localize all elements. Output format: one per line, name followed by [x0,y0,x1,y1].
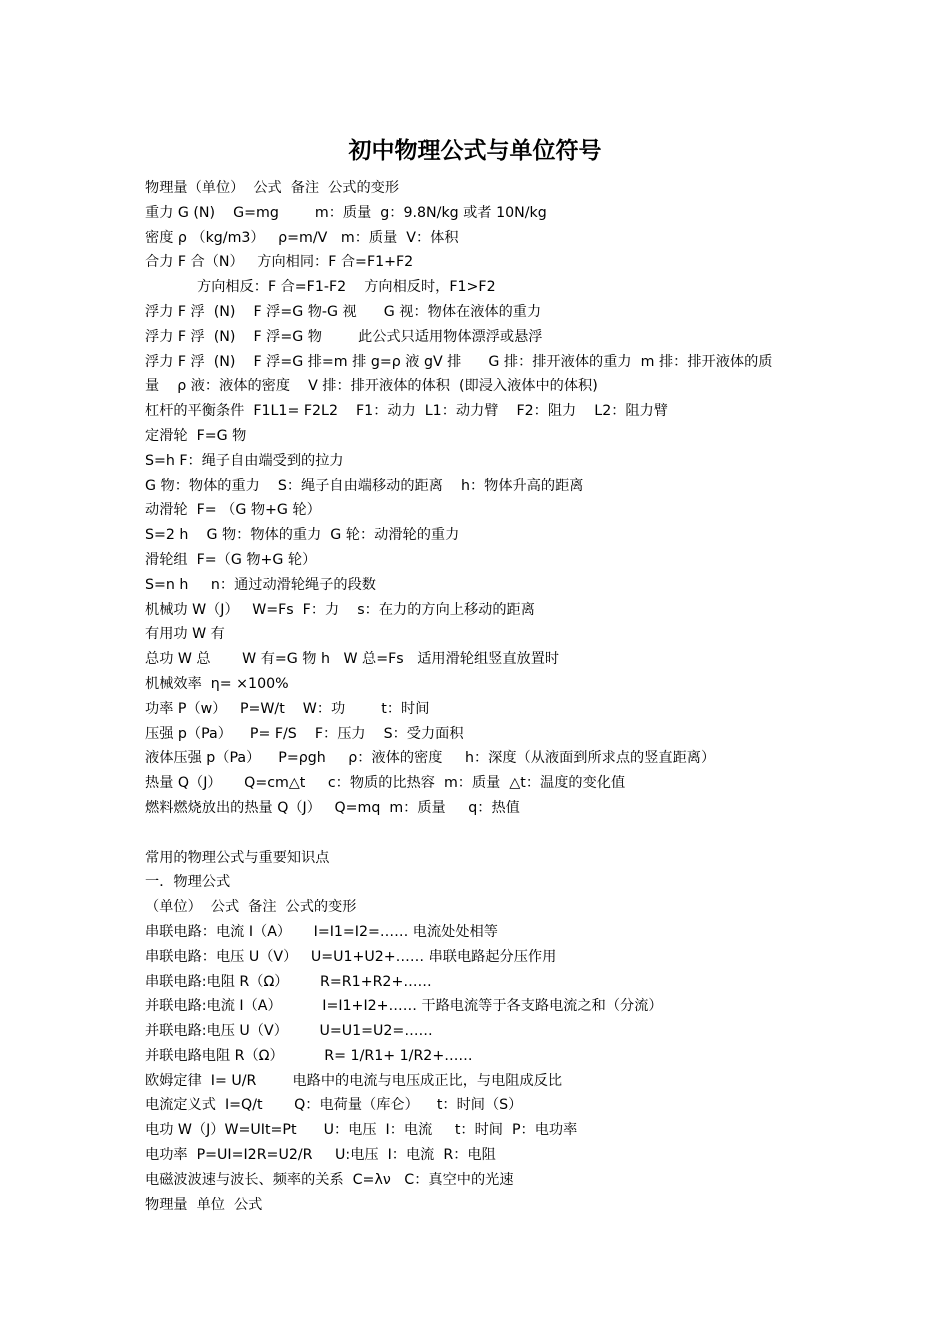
text-line: 并联电路:电流 I（A） I=I1+I2+…… 干路电流等于各支路电流之和（分流） [145,998,663,1015]
text-line: 压强 p（Pa） P= F/S F：压力 S：受力面积 [145,725,464,742]
text-line: 并联电路:电压 U（V） U=U1=U2=…… [145,1023,433,1040]
text-line: 机械效率 η= ×100% [145,675,289,692]
text-line: 密度 ρ （kg/m3） ρ=m/V m：质量 V：体积 [145,229,459,246]
section-heading: 常用的物理公式与重要知识点 [145,849,330,866]
text-line: S=h F：绳子自由端受到的拉力 [145,452,344,469]
text-line: 电功率 P=UI=I2R=U2/R U:电压 I：电流 R：电阻 [145,1147,496,1164]
text-line: 欧姆定律 I= U/R 电路中的电流与电压成正比，与电阻成反比 [145,1072,563,1089]
text-line: S=2 h G 物：物体的重力 G 轮：动滑轮的重力 [145,527,460,544]
text-line: G 物：物体的重力 S：绳子自由端移动的距离 h：物体升高的距离 [145,477,584,494]
text-line: 浮力 F 浮 (N) F 浮=G 物-G 视 G 视：物体在液体的重力 [145,303,542,320]
text-line: 串联电路：电压 U（V） U=U1+U2+…… 串联电路起分压作用 [145,948,557,965]
text-line: 有用功 W 有 [145,626,225,643]
text-line: 方向相反：F 合=F1-F2 方向相反时，F1>F2 [197,279,496,296]
text-line: 浮力 F 浮 (N) F 浮=G 物 此公式只适用物体漂浮或悬浮 [145,328,543,345]
text-line: 并联电路电阻 R（Ω） R= 1/R1+ 1/R2+…… [145,1047,473,1064]
text-line: 量 ρ 液：液体的密度 V 排：排开液体的体积 (即浸入液体中的体积) [145,378,598,395]
text-line: 功率 P（w） P=W/t W：功 t：时间 [145,700,430,717]
text-line: 串联电路：电流 I（A） I=I1=I2=…… 电流处处相等 [145,923,498,940]
text-line: 总功 W 总 W 有=G 物 h W 总=Fs 适用滑轮组竖直放置时 [145,651,560,668]
text-line: 定滑轮 F=G 物 [145,427,247,444]
text-line: 燃料燃烧放出的热量 Q（J） Q=mq m：质量 q：热值 [145,799,520,816]
text-line: 重力 G (N) G=mg m：质量 g：9.8N/kg 或者 10N/kg [145,204,547,221]
text-line: 电流定义式 I=Q/t Q：电荷量（库仑） t：时间（S） [145,1097,523,1114]
text-line: 热量 Q（J） Q=cm△t c：物质的比热容 m：质量 △t：温度的变化值 [145,775,626,792]
text-line: 串联电路:电阻 R（Ω） R=R1+R2+…… [145,973,432,990]
text-line: 电功 W（J）W=UIt=Pt U：电压 I：电流 t：时间 P：电功率 [145,1122,578,1139]
text-line: S=n h n：通过动滑轮绳子的段数 [145,576,376,593]
text-line: 物理量（单位） 公式 备注 公式的变形 [145,180,400,196]
text-line: （单位） 公式 备注 公式的变形 [145,899,357,916]
text-line: 物理量 单位 公式 [145,1196,263,1213]
text-line: 杠杆的平衡条件 F1L1= F2L2 F1：动力 L1：动力臂 F2：阻力 L2：阻力臂 [145,403,668,420]
text-line: 浮力 F 浮 (N) F 浮=G 排=m 排 g=ρ 液 gV 排 G 排：排开液体的重力 m 排：排开液体的质 [145,353,773,370]
document-title: 初中物理公式与单位符号 [348,137,602,164]
text-line: 液体压强 p（Pa） P=ρgh ρ：液体的密度 h：深度（从液面到所求点的竖直距离） [145,750,716,767]
text-line: 合力 F 合（N） 方向相同：F 合=F1+F2 [145,254,414,271]
subsection-heading: 一．物理公式 [145,874,231,891]
text-line: 动滑轮 F= （G 物+G 轮） [145,502,321,519]
text-line: 机械功 W（J） W=Fs F：力 s：在力的方向上移动的距离 [145,601,535,618]
blank-line [145,821,825,846]
text-line: 滑轮组 F=（G 物+G 轮） [145,551,317,568]
document-body [145,176,825,1217]
text-line: 电磁波波速与波长、频率的关系 C=λν C：真空中的光速 [145,1171,514,1188]
